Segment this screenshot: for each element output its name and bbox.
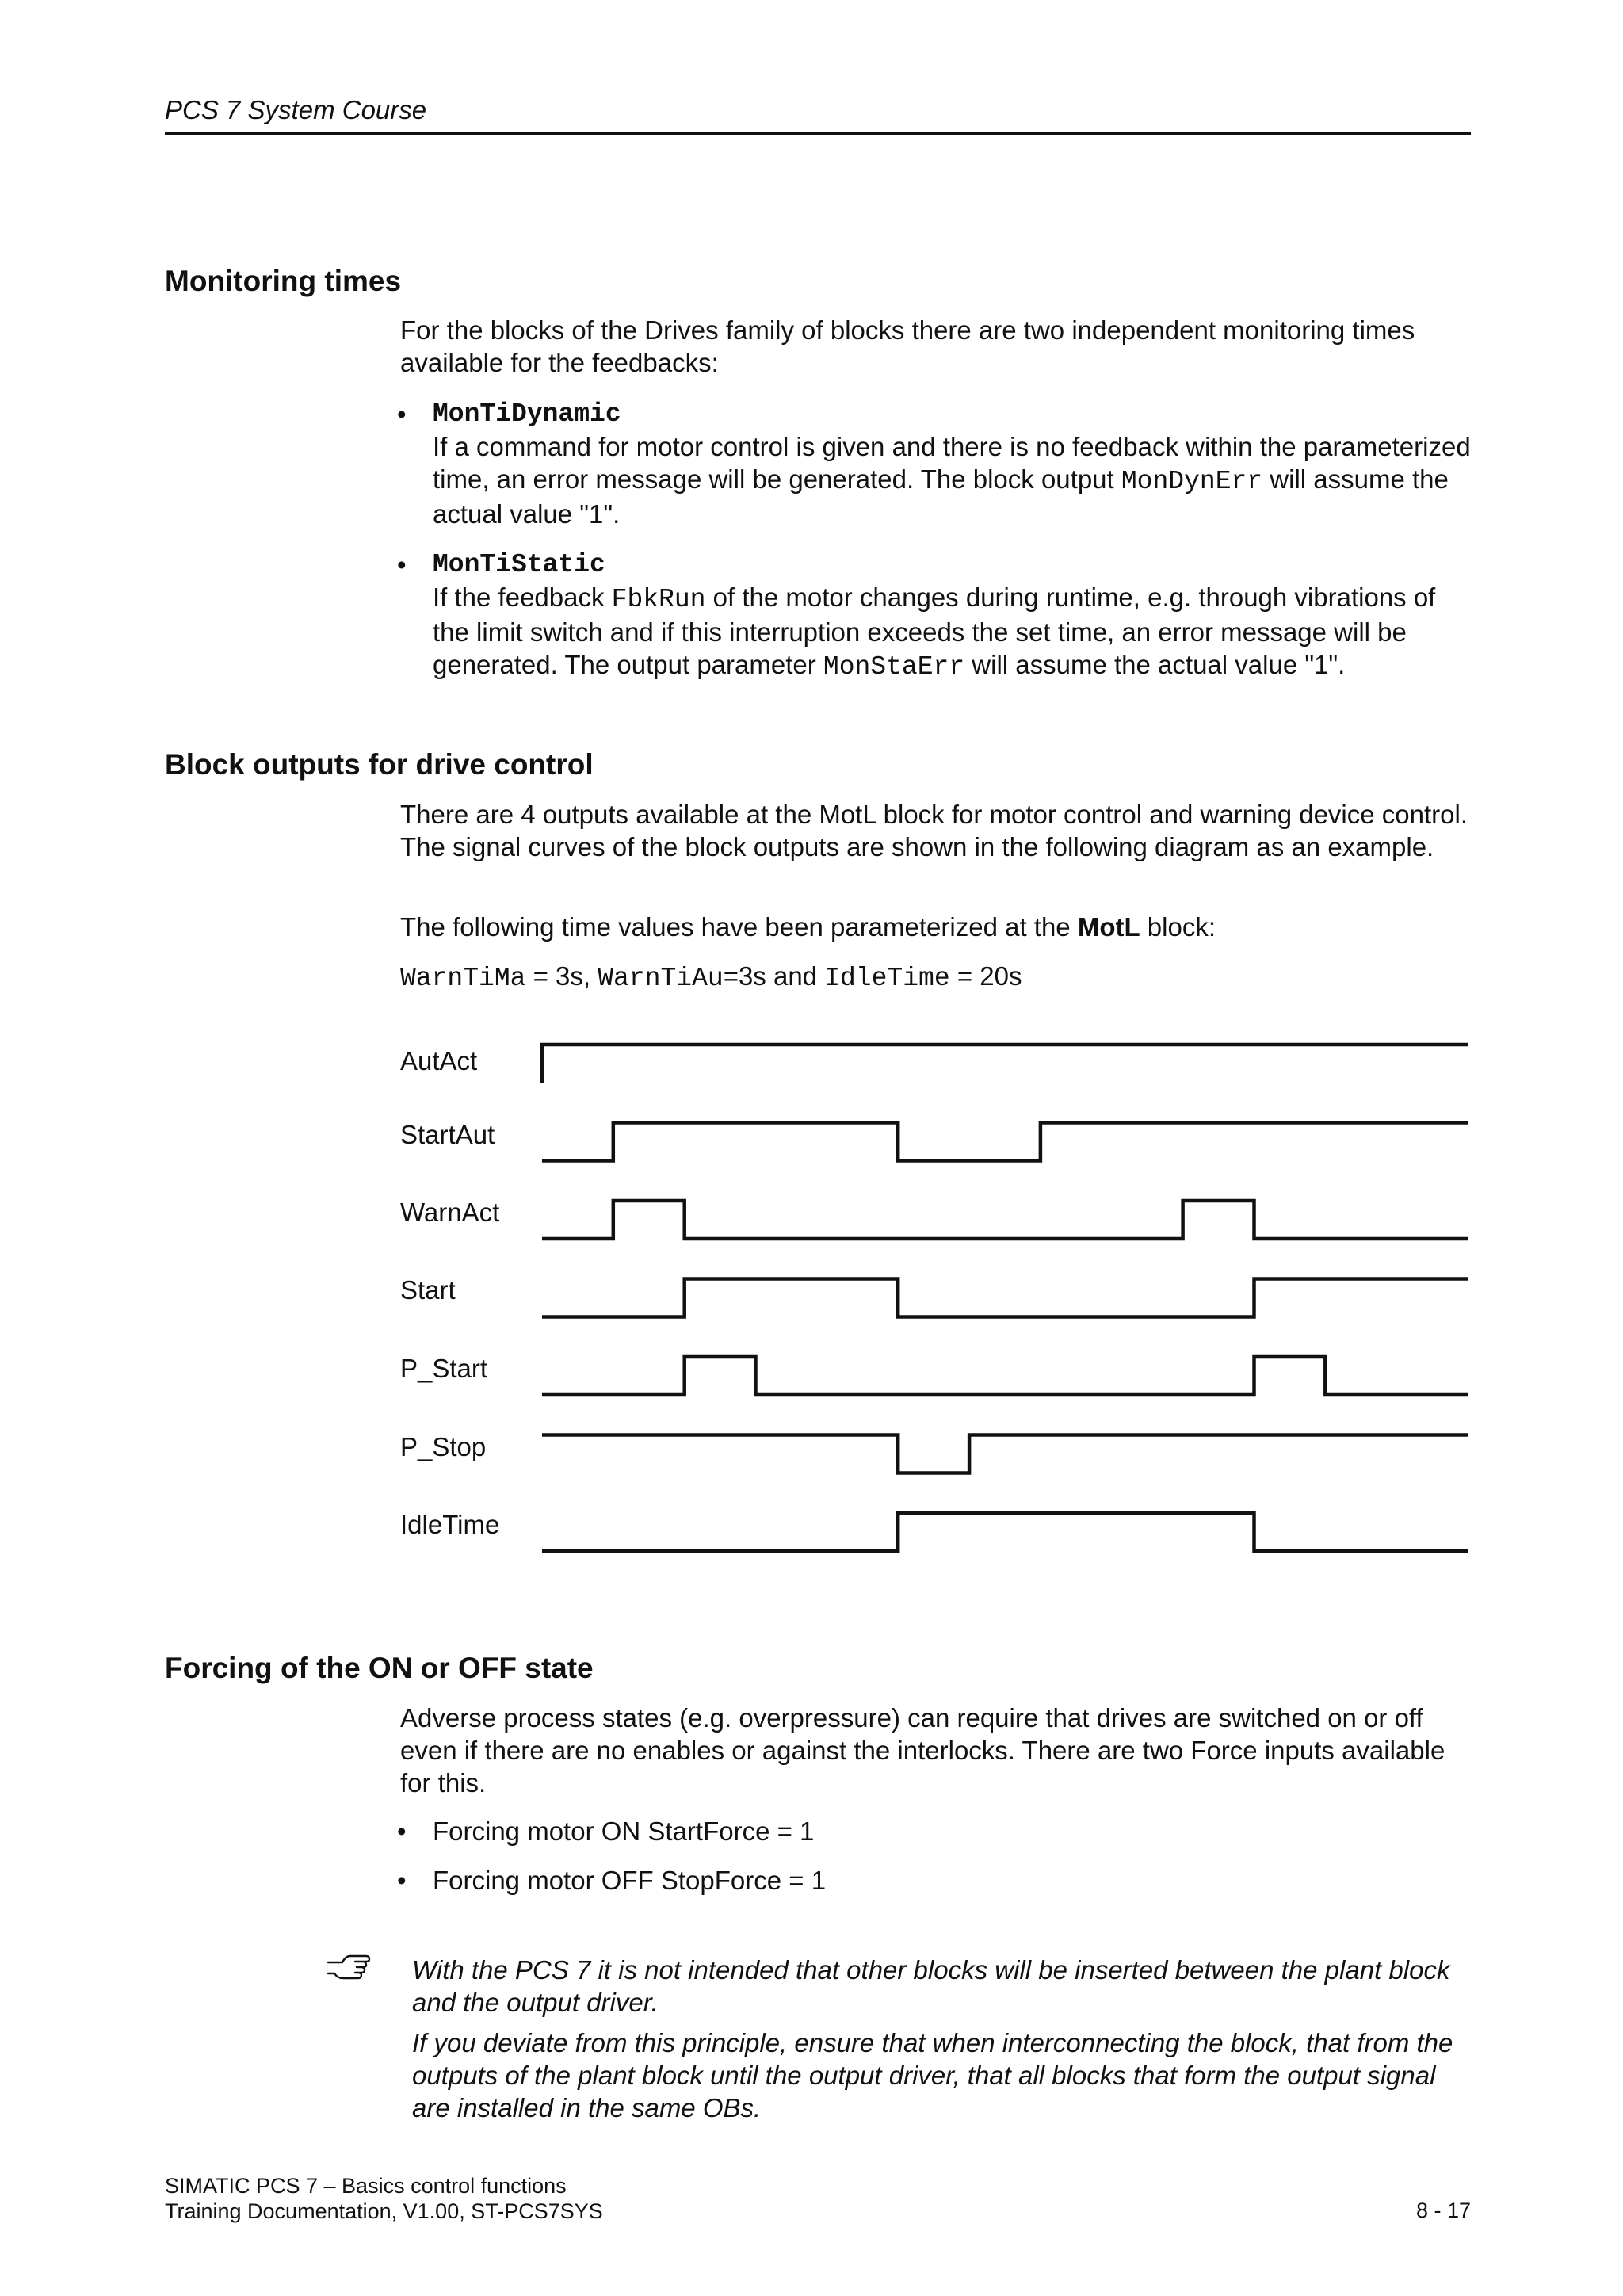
waveform-startaut [542, 1123, 1468, 1161]
time-values-list [400, 960, 1474, 995]
bullet-force-off: Forcing motor OFF StopForce = 1 [433, 1866, 827, 1895]
param-montidynamic: MonTiDynamic [433, 399, 621, 429]
text: If the feedback [433, 583, 612, 612]
bullet-dot: • [397, 1866, 407, 1895]
heading-monitoring-times: Monitoring times [165, 265, 402, 297]
forcing-intro: Adverse process states (e.g. overpressure) can require that drives are switched on or off even if there are no enables or against the interlocks. There are two Force inputs available for this. [400, 1703, 1445, 1797]
time-values-sentence [400, 911, 1474, 943]
bullet-montistatic [433, 548, 1471, 683]
signal-label-start: Start [400, 1275, 456, 1305]
bullet-montidynamic [433, 398, 1471, 530]
timing-diagram [523, 1030, 1474, 1569]
waveform-idletime [542, 1513, 1468, 1551]
param-fbkrun: FbkRun [611, 585, 706, 614]
signal-label-warnact: WarnAct [400, 1198, 500, 1227]
param-warntima: WarnTiMa [400, 964, 526, 993]
heading-forcing: Forcing of the ON or OFF state [165, 1652, 594, 1684]
text: will assume the actual value "1". [964, 650, 1346, 679]
bullet-dot: • [397, 550, 407, 579]
text: If a command for motor control is given and there is no feedback within the parameterized time, an error message will be generated. The block output [433, 432, 1471, 494]
text: = 20s [949, 961, 1022, 991]
waveform-start [542, 1279, 1468, 1317]
bullet-dot: • [397, 399, 407, 429]
text: =3s and [723, 961, 825, 991]
param-warntiau: WarnTiAu [598, 964, 724, 993]
param-monstaerr: MonStaErr [823, 652, 965, 682]
block-outputs-intro: There are 4 outputs available at the MotL block for motor control and warning device control. The signal curves of the block outputs are shown in the following diagram as an example. [400, 800, 1468, 861]
waveform-p-start [542, 1357, 1468, 1395]
monitoring-intro: For the blocks of the Drives family of blocks there are two independent monitoring times available for the feedbacks: [400, 315, 1415, 377]
note-paragraph-1: With the PCS 7 it is not intended that other blocks will be inserted between the plant block and the output driver. [412, 1955, 1450, 2017]
text: of the motor changes during runtime, e.g. through vibrations of the limit switch and if this interruption exceeds the set time, an error message will be generated. The output parameter [433, 583, 1436, 679]
signal-label-idletime: IdleTime [400, 1510, 500, 1539]
param-montistatic: MonTiStatic [433, 550, 605, 579]
block-name-motl: MotL [1077, 912, 1140, 942]
text: The following time values have been parameterized at the [400, 912, 1078, 942]
montidynamic-description [433, 430, 1471, 530]
bullet-dot: • [397, 1817, 407, 1846]
text: will assume the actual value "1". [433, 464, 1449, 529]
param-mondynerr: MonDynErr [1121, 467, 1263, 496]
header-rule [165, 132, 1471, 135]
waveform-autact [542, 1045, 1468, 1083]
footer-line-1: SIMATIC PCS 7 – Basics control functions [165, 2174, 567, 2198]
heading-block-outputs: Block outputs for drive control [165, 748, 594, 781]
footer-line-2: Training Documentation, V1.00, ST-PCS7SYS [165, 2199, 603, 2223]
param-idletime: IdleTime [824, 964, 950, 993]
waveform-p-stop [542, 1435, 1468, 1473]
header-title: PCS 7 System Course [165, 95, 427, 124]
waveform-warnact [542, 1201, 1468, 1239]
montistatic-description [433, 581, 1471, 683]
pointing-hand-icon [325, 1951, 372, 1983]
signal-label-autact: AutAct [400, 1046, 478, 1075]
text: block: [1140, 912, 1216, 942]
signal-label-startaut: StartAut [400, 1120, 495, 1149]
signal-label-p-start: P_Start [400, 1354, 488, 1383]
page-number: 8 - 17 [1415, 2199, 1471, 2222]
bullet-force-on: Forcing motor ON StartForce = 1 [433, 1817, 815, 1846]
signal-label-p-stop: P_Stop [400, 1432, 487, 1461]
note-paragraph-2: If you deviate from this principle, ensure that when interconnecting the block, that from the outputs of the plant block until the output driver, that all blocks that form the output signal are installed in the same OBs. [412, 2028, 1453, 2122]
text: = 3s, [525, 961, 598, 991]
